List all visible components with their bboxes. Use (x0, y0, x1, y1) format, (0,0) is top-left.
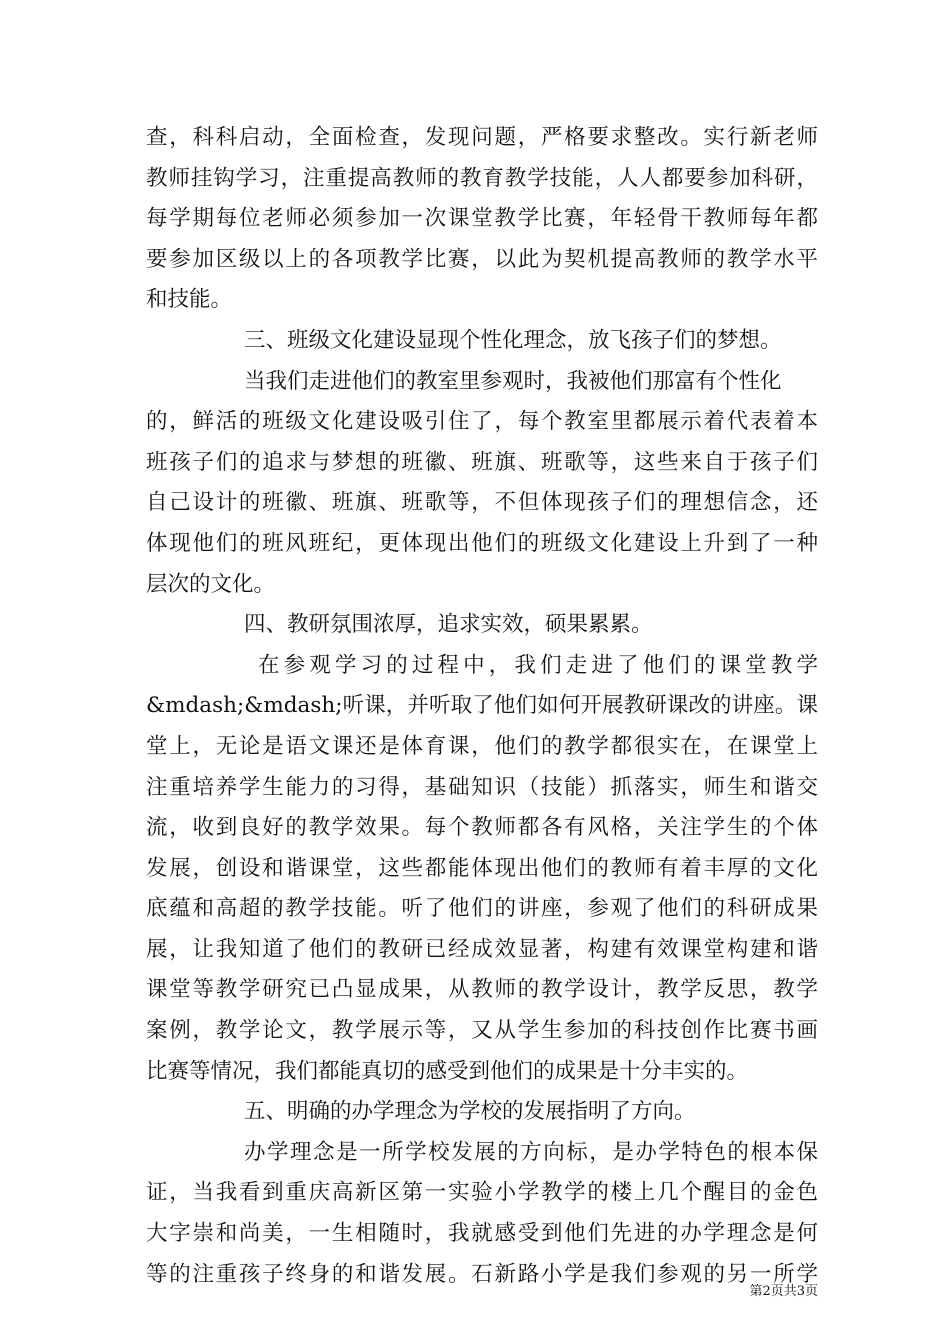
text-line: 案例，教学论文，教学展示等，又从学生参加的科技创作比赛书画 (146, 1018, 818, 1044)
text-line: 证，当我看到重庆高新区第一实验小学教学的楼上几个醒目的金色 (146, 1180, 818, 1206)
paragraph-start: 当我们走进他们的教室里参观时，我被他们那富有个性化 (244, 368, 782, 394)
text-line: 教师挂钩学习，注重提高教师的教育教学技能，人人都要参加科研， (146, 165, 818, 191)
text-line: 自己设计的班徽、班旗、班歌等，不但体现孩子们的理想信念，还 (146, 490, 818, 516)
text-line: 大字崇和尚美，一生相随时，我就感受到他们先进的办学理念是何 (146, 1221, 818, 1247)
text-line: 课堂等教学研究已凸显成果，从教师的教学设计，教学反思，教学 (146, 977, 818, 1003)
text-line: &mdash;&mdash;听课，并听取了他们如何开展教研课改的讲座。课 (146, 693, 818, 719)
section-heading-4: 四、教研氛围浓厚，追求实效，硕果累累。 (244, 612, 653, 638)
text-line: 每学期每位老师必须参加一次课堂教学比赛，年轻骨干教师每年都 (146, 206, 818, 232)
text-line: 要参加区级以上的各项教学比赛，以此为契机提高教师的教学水平 (146, 246, 818, 272)
text-line: 底蕴和高超的教学技能。听了他们的讲座，参观了他们的科研成果 (146, 896, 818, 922)
text-line: 堂上，无论是语文课还是体育课，他们的教学都很实在，在课堂上 (146, 733, 818, 759)
text-line: 发展，创设和谐课堂，这些都能体现出他们的教师有着丰厚的文化 (146, 855, 818, 881)
text-line: 层次的文化。 (146, 571, 276, 597)
text-line: 查，科科启动，全面检查，发现问题，严格要求整改。实行新老师 (146, 125, 818, 150)
section-heading-3: 三、班级文化建设显现个性化理念，放飞孩子们的梦想。 (244, 327, 782, 353)
text-line: 和技能。 (146, 287, 233, 313)
text-line: 比赛等情况，我们都能真切的感受到他们的成果是十分丰实的。 (146, 1058, 749, 1084)
text-line: 体现他们的班风班纪，更体现出他们的班级文化建设上升到了一种 (146, 530, 818, 556)
text-line: 的，鲜活的班级文化建设吸引住了，每个教室里都展示着代表着本 (146, 409, 818, 435)
document-body (146, 118, 818, 1295)
page-number: 第2页共3页 (749, 1284, 818, 1299)
text-line: 展，让我知道了他们的教研已经成效显著，构建有效课堂构建和谐 (146, 936, 818, 962)
text-line: 注重培养学生能力的习得，基础知识（技能）抓落实，师生和谐交 (146, 774, 818, 800)
paragraph-start: 办学理念是一所学校发展的方向标，是办学特色的根本保 (244, 1139, 818, 1165)
text-line: 等的注重孩子终身的和谐发展。石新路小学是我们参观的另一所学 (146, 1261, 818, 1287)
text-line: 班孩子们的追求与梦想的班徽、班旗、班歌等，这些来自于孩子们 (146, 449, 818, 475)
text-line: 流，收到良好的教学效果。每个教师都各有风格，关注学生的个体 (146, 815, 818, 841)
paragraph-start: 在参观学习的过程中，我们走进了他们的课堂教学 (258, 652, 818, 678)
section-heading-5: 五、明确的办学理念为学校的发展指明了方向。 (244, 1099, 696, 1125)
